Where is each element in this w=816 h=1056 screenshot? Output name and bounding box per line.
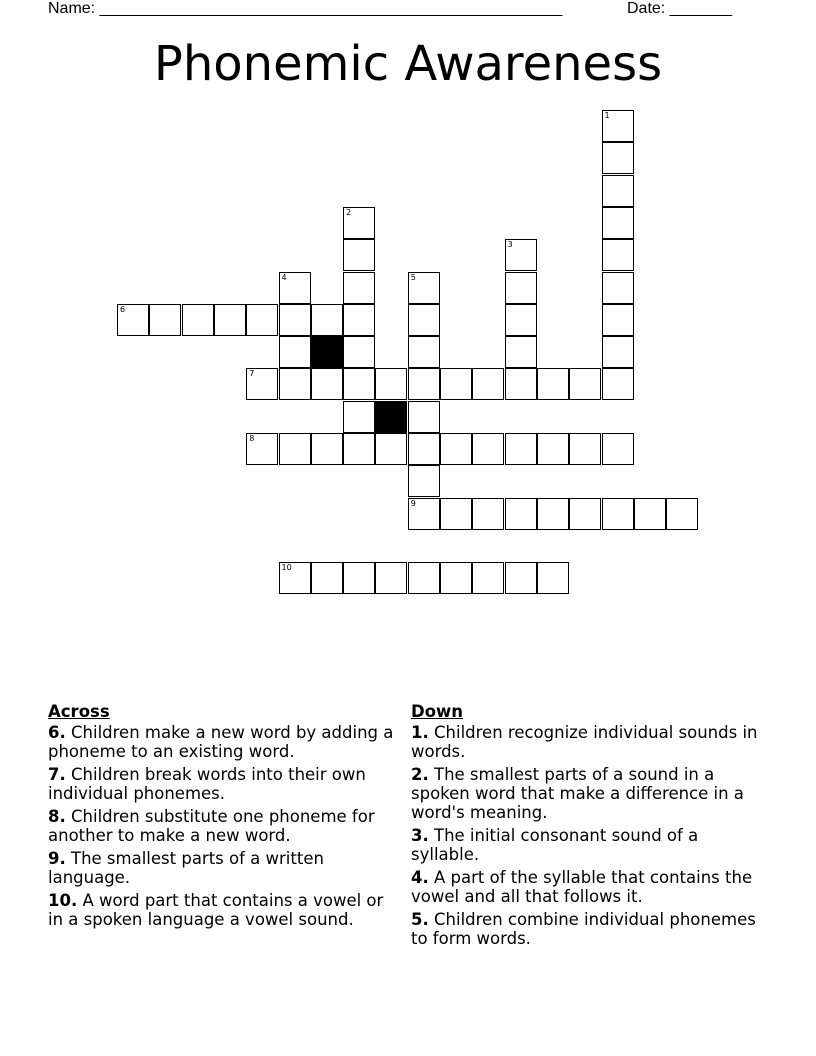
clue-number: 3 (507, 240, 513, 250)
date-label: Date: (627, 0, 666, 17)
crossword-cell[interactable] (602, 272, 634, 304)
clue-number: 8 (249, 434, 255, 443)
crossword-cell[interactable] (182, 304, 214, 336)
crossword-cell[interactable] (279, 562, 311, 594)
crossword-cell[interactable] (343, 401, 375, 433)
crossword-cell[interactable] (343, 336, 375, 368)
down-clue (411, 910, 771, 948)
down-clue (411, 723, 771, 761)
clue-num: 10. (48, 891, 78, 910)
name-label: Name: (48, 0, 96, 17)
clue-num: 1. (411, 723, 429, 742)
crossword-cell[interactable] (440, 498, 472, 530)
crossword-cell[interactable] (505, 239, 537, 271)
clue-number: 4 (281, 272, 287, 282)
down-clue-list (411, 723, 771, 948)
across-clue (48, 849, 403, 887)
name-line[interactable]: ____________________________________________________ (99, 0, 563, 17)
clue-text: Children make a new word by adding a phoneme to an existing word. (48, 723, 394, 761)
clue-text: The smallest parts of a sound in a spoken word that make a difference in a word's meaning. (411, 765, 744, 822)
crossword-cell[interactable] (537, 368, 569, 400)
crossword-cell[interactable] (537, 498, 569, 530)
crossword-cell[interactable] (569, 498, 601, 530)
crossword-cell[interactable] (408, 433, 440, 465)
crossword-cell[interactable] (408, 401, 440, 433)
crossword-cell[interactable] (602, 142, 634, 174)
crossword-cell[interactable] (343, 433, 375, 465)
clue-text: Children combine individual phonemes to form words. (411, 910, 756, 948)
crossword-cell[interactable] (375, 433, 407, 465)
crossword-cell[interactable] (375, 562, 407, 594)
clue-number: 2 (346, 207, 352, 217)
crossword-cell[interactable] (440, 433, 472, 465)
clue-num: 3. (411, 826, 429, 845)
clue-text: The smallest parts of a written language. (48, 849, 324, 887)
crossword-cell[interactable] (311, 368, 343, 400)
crossword-cell[interactable] (279, 336, 311, 368)
clue-number: 10 (281, 563, 292, 573)
crossword-cell[interactable] (279, 368, 311, 400)
across-clue-list (48, 723, 403, 929)
crossword-cell[interactable] (505, 368, 537, 400)
page-title: Phonemic Awareness (153, 36, 663, 92)
crossword-cell[interactable] (505, 272, 537, 304)
crossword-cell[interactable] (408, 304, 440, 336)
crossword-cell[interactable] (311, 304, 343, 336)
down-clues (411, 702, 771, 952)
crossword-cell[interactable] (602, 368, 634, 400)
clue-num: 2. (411, 765, 429, 784)
clue-num: 8. (48, 807, 66, 826)
crossword-cell[interactable] (279, 272, 311, 304)
crossword-cell[interactable] (472, 498, 504, 530)
crossword-cell[interactable] (279, 304, 311, 336)
crossword-cell[interactable] (602, 207, 634, 239)
clue-text: A word part that contains a vowel or in a spoken language a vowel sound. (48, 891, 384, 929)
clue-text: Children substitute one phoneme for another to make a new word. (48, 807, 375, 845)
crossword-cell[interactable] (505, 433, 537, 465)
crossword-cell[interactable] (569, 433, 601, 465)
clue-num: 9. (48, 849, 66, 868)
date-line[interactable]: _______ (669, 0, 732, 17)
clue-num: 5. (411, 910, 429, 929)
crossword-cell[interactable] (246, 433, 278, 465)
crossword-cell[interactable] (408, 465, 440, 497)
across-heading: Across (48, 702, 110, 721)
across-clue (48, 807, 403, 845)
crossword-cell[interactable] (149, 304, 181, 336)
crossword-cell[interactable] (440, 368, 472, 400)
crossword-cell[interactable] (505, 562, 537, 594)
crossword-cell[interactable] (375, 368, 407, 400)
clue-number: 1 (604, 111, 610, 120)
crossword-cell[interactable] (634, 498, 666, 530)
crossword-cell[interactable] (343, 239, 375, 271)
clue-text: Children break words into their own individual phonemes. (48, 765, 366, 803)
crossword-cell[interactable] (214, 304, 246, 336)
crossword-cell[interactable] (472, 433, 504, 465)
crossword-cell[interactable] (343, 304, 375, 336)
crossword-cell[interactable] (311, 562, 343, 594)
crossword-cell[interactable] (343, 272, 375, 304)
clue-number: 6 (120, 304, 126, 314)
crossword-cell[interactable] (408, 272, 440, 304)
crossword-cell[interactable] (408, 336, 440, 368)
crossword-cell[interactable] (311, 433, 343, 465)
crossword-cell[interactable] (279, 433, 311, 465)
clue-number: 7 (249, 369, 255, 379)
crossword-cell[interactable] (537, 562, 569, 594)
clue-num: 6. (48, 723, 66, 742)
clue-text: The initial consonant sound of a syllable. (411, 826, 699, 864)
crossword-cell[interactable] (246, 368, 278, 400)
down-heading: Down (411, 702, 464, 721)
crossword-cell[interactable] (472, 368, 504, 400)
crossword-cell[interactable] (569, 368, 601, 400)
down-clue (411, 826, 771, 864)
crossword-cell[interactable] (472, 562, 504, 594)
crossword-block (311, 336, 343, 368)
crossword-cell[interactable] (505, 498, 537, 530)
crossword-cell[interactable] (602, 498, 634, 530)
crossword-block (375, 401, 407, 433)
clue-number: 5 (410, 272, 416, 282)
clue-text: Children recognize individual sounds in words. (411, 723, 758, 761)
down-clue (411, 868, 771, 906)
crossword-cell[interactable] (408, 368, 440, 400)
crossword-cell[interactable] (537, 433, 569, 465)
crossword-cell[interactable] (602, 433, 634, 465)
across-clue (48, 891, 403, 929)
crossword-cell[interactable] (246, 304, 278, 336)
crossword-cell[interactable] (408, 498, 440, 530)
crossword-cell[interactable] (602, 336, 634, 368)
crossword-cell[interactable] (117, 304, 149, 336)
across-clue (48, 723, 403, 761)
crossword-cell[interactable] (408, 562, 440, 594)
crossword-cell[interactable] (602, 175, 634, 207)
crossword-cell[interactable] (343, 368, 375, 400)
clue-num: 4. (411, 868, 429, 887)
crossword-cell[interactable] (505, 336, 537, 368)
across-clue (48, 765, 403, 803)
clue-num: 7. (48, 765, 66, 784)
clue-text: A part of the syllable that contains the vowel and all that follows it. (411, 868, 753, 906)
across-clues (48, 702, 403, 933)
down-clue (411, 765, 771, 822)
crossword-cell[interactable] (666, 498, 698, 530)
crossword-cell[interactable] (505, 304, 537, 336)
crossword-cell[interactable] (440, 562, 472, 594)
clue-number: 9 (410, 498, 416, 508)
crossword-cell[interactable] (343, 207, 375, 239)
crossword-cell[interactable] (602, 110, 634, 142)
crossword-cell[interactable] (343, 562, 375, 594)
crossword-cell[interactable] (602, 239, 634, 271)
crossword-cell[interactable] (602, 304, 634, 336)
